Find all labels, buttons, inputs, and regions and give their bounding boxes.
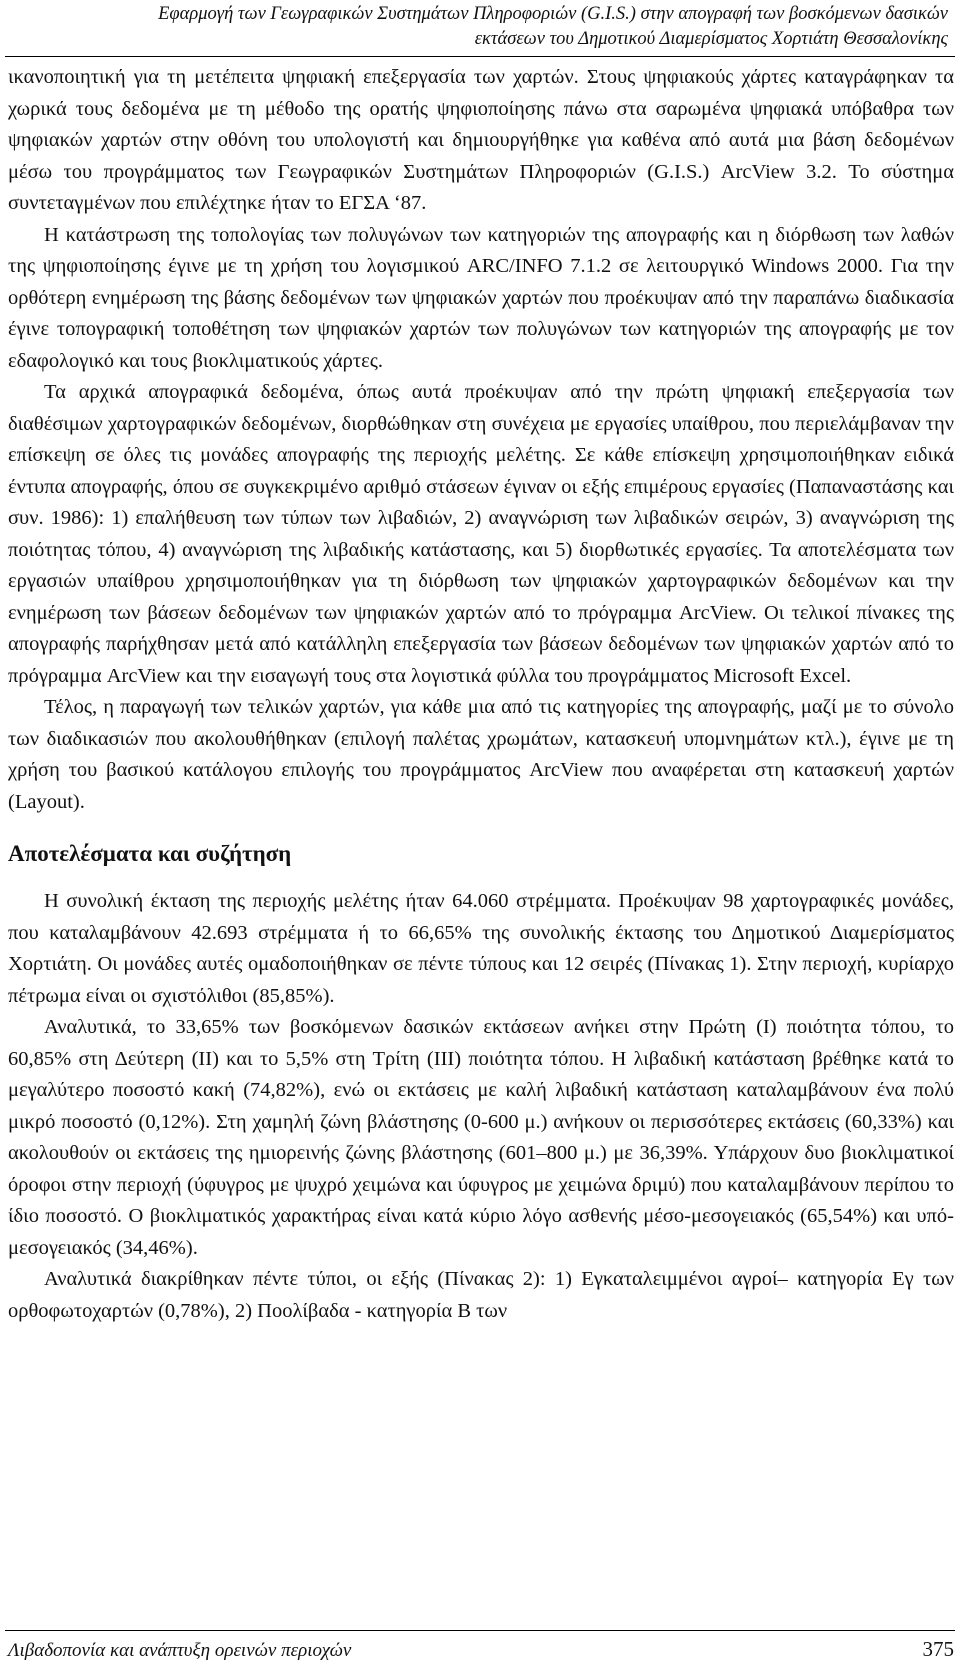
paragraph-results-3: Αναλυτικά διακρίθηκαν πέντε τύποι, οι εξής (Πίνακας 2): 1) Εγκαταλειμμένοι αγροί– κατηγορία Εγ των ορθοφωτοχαρτών (0,78%), 2) Ποολίβαδα - κατηγορία Β των (8, 1268, 954, 1322)
body-text (8, 62, 954, 1327)
page-footer (8, 1637, 954, 1667)
header-line-1: Εφαρμογή των Γεωγραφικών Συστημάτων Πληροφοριών (G.I.S.) στην απογραφή των βοσκόμενων δασικών (158, 4, 948, 24)
paragraph-results-1: Η συνολική έκταση της περιοχής μελέτης ήταν 64.060 στρέμματα. Προέκυψαν 98 χαρτογραφικές μονάδες, που καταλαμβάνουν 42.693 στρέμματα ή το 66,65% της συνολικής έκτασης του Δημοτικού Διαμερίσματος Χορτιάτη. Οι μονάδες αυτές ομαδοποιήθηκαν σε πέντε τύπους και 12 σειρές (Πίνακας 1). Στην περιοχή, κυρίαρχο πέτρωμα είναι οι σχιστόλιθοι (85,85%). (8, 890, 954, 1007)
header-line-2: εκτάσεων του Δημοτικού Διαμερίσματος Χορτιάτη Θεσσαλονίκης (474, 29, 948, 49)
paragraph-methods-2: Η κατάστρωση της τοπολογίας των πολυγώνων των κατηγοριών της απογραφής και η διόρθωση των λαθών της ψηφιοποίησης έγινε με τη χρήση του λογισμικού ARC/INFO 7.1.2 σε λειτουργικό Windows 2000. Για την ορθότερη ενημέρωση της βάσης δεδομένων των ψηφιακών χαρτών που προέκυψαν από την παραπάνω διαδικασία έγινε τοπογραφική τοποθέτηση των ψηφιακών χαρτών των πολυγώνων των κατηγοριών της απογραφής με τον εδαφολογικό και τους βιοκλιματικούς χάρτες. (8, 223, 954, 372)
footer-rule (5, 1630, 955, 1631)
page-number: 375 (922, 1637, 954, 1661)
footer-title: Λιβαδοπονία και ανάπτυξη ορεινών περιοχών (8, 1640, 352, 1661)
paragraph-results-2: Αναλυτικά, το 33,65% των βοσκόμενων δασικών εκτάσεων ανήκει στην Πρώτη (Ι) ποιότητα τόπου, το 60,85% στη Δεύτερη (ΙΙ) και το 5,5% στη Τρίτη (ΙΙΙ) ποιότητα τόπου. Η λιβαδική κατάσταση βρέθηκε κατά το μεγαλύτερο ποσοστό κακή (74,82%), ενώ οι εκτάσεις με καλή λιβαδική κατάσταση καταλαμβάνουν ένα πολύ μικρό ποσοστό (0,12%). Στη χαμηλή ζώνη βλάστησης (0-600 μ.) ανήκουν οι περισσότερες εκτάσεις (60,33%) και ακολουθούν οι εκτάσεις της ημιορεινής ζώνης βλάστησης (601–800 μ.) με 36,39%. Υπάρχουν δυο βιοκλιματικοί όροφοι στην περιοχή (ύφυγρος με ψυχρό χειμώνα και ύφυγρος με χειμώνα δριμύ) που καταλαμβάνουν περίπου το ίδιο ποσοστό. Ο βιοκλιματικός χαρακτήρας είναι κατά κύριο λόγο ασθενής μέσο-μεσογειακός (65,54%) και υπό-μεσογειακός (34,46%). (8, 1016, 954, 1259)
running-header (8, 2, 948, 52)
section-heading-results: Αποτελέσματα και συζήτηση (8, 841, 292, 866)
paragraph-methods-3: Τα αρχικά απογραφικά δεδομένα, όπως αυτά προέκυψαν από την πρώτη ψηφιακή επεξεργασία των διαθέσιμων χαρτογραφικών δεδομένων, διορθώθηκαν στη συνέχεια με εργασίες υπαίθρου, που περιελάμβαναν την επίσκεψη σε όλες τις μονάδες απογραφής της περιοχής μελέτης. Σε κάθε επίσκεψη χρησιμοποιήθηκαν ειδικά έντυπα απογραφής, όπου σε συγκεκριμένο αριθμό στάσεων έγιναν οι εξής επιμέρους εργασίες (Παπαναστάσης και συν. 1986): 1) επαλήθευση των τύπων των λιβαδιών, 2) αναγνώριση των λιβαδικών σειρών, 3) αναγνώριση της ποιότητας τόπου, 4) αναγνώριση της λιβαδικής κατάστασης, και 5) διορθωτικές εργασίες. Τα αποτελέσματα των εργασιών υπαίθρου χρησιμοποιήθηκαν για τη διόρθωση των ψηφιακών χαρτογραφικών δεδομένων και την ενημέρωση των βάσεων δεδομένων των ψηφιακών χαρτών από το πρόγραμμα ArcView. Οι τελικοί πίνακες της απογραφής παρήχθησαν μετά από κατάλληλη επεξεργασία των βάσεων δεδομένων των ψηφιακών χαρτών από το πρόγραμμα ArcView και την εισαγωγή τους στα λογιστικά φύλλα του προγράμματος Microsoft Excel. (8, 381, 954, 687)
paragraph-methods-1: ικανοποιητική για τη μετέπειτα ψηφιακή επεξεργασία των χαρτών. Στους ψηφιακούς χάρτες καταγράφηκαν τα χωρικά τους δεδομένα με τη μέθοδο της ορατής ψηφιοποίησης πάνω στα σαρωμένα ψηφιακά υπόβαθρα των ψηφιακών χαρτών στην οθόνη του υπολογιστή και δημιουργήθηκε για καθένα από αυτά μια βάση δεδομένων μέσω του προγράμματος των Γεωγραφικών Συστημάτων Πληροφοριών (G.I.S.) ArcView 3.2. Το σύστημα συντεταγμένων που επιλέχτηκε ήταν το ΕΓΣΑ ‘87. (8, 66, 954, 214)
header-rule (5, 56, 955, 57)
paragraph-methods-4: Τέλος, η παραγωγή των τελικών χαρτών, για κάθε μια από τις κατηγορίες της απογραφής, μαζί με το σύνολο των διαδικασιών που ακολουθήθηκαν (επιλογή παλέτας χρωμάτων, κατασκευή υπομνημάτων κτλ.), έγινε με τη χρήση του βασικού κατάλογου επιλογής του προγράμματος ArcView που αναφέρεται στη κατασκευή χαρτών (Layout). (8, 696, 954, 813)
